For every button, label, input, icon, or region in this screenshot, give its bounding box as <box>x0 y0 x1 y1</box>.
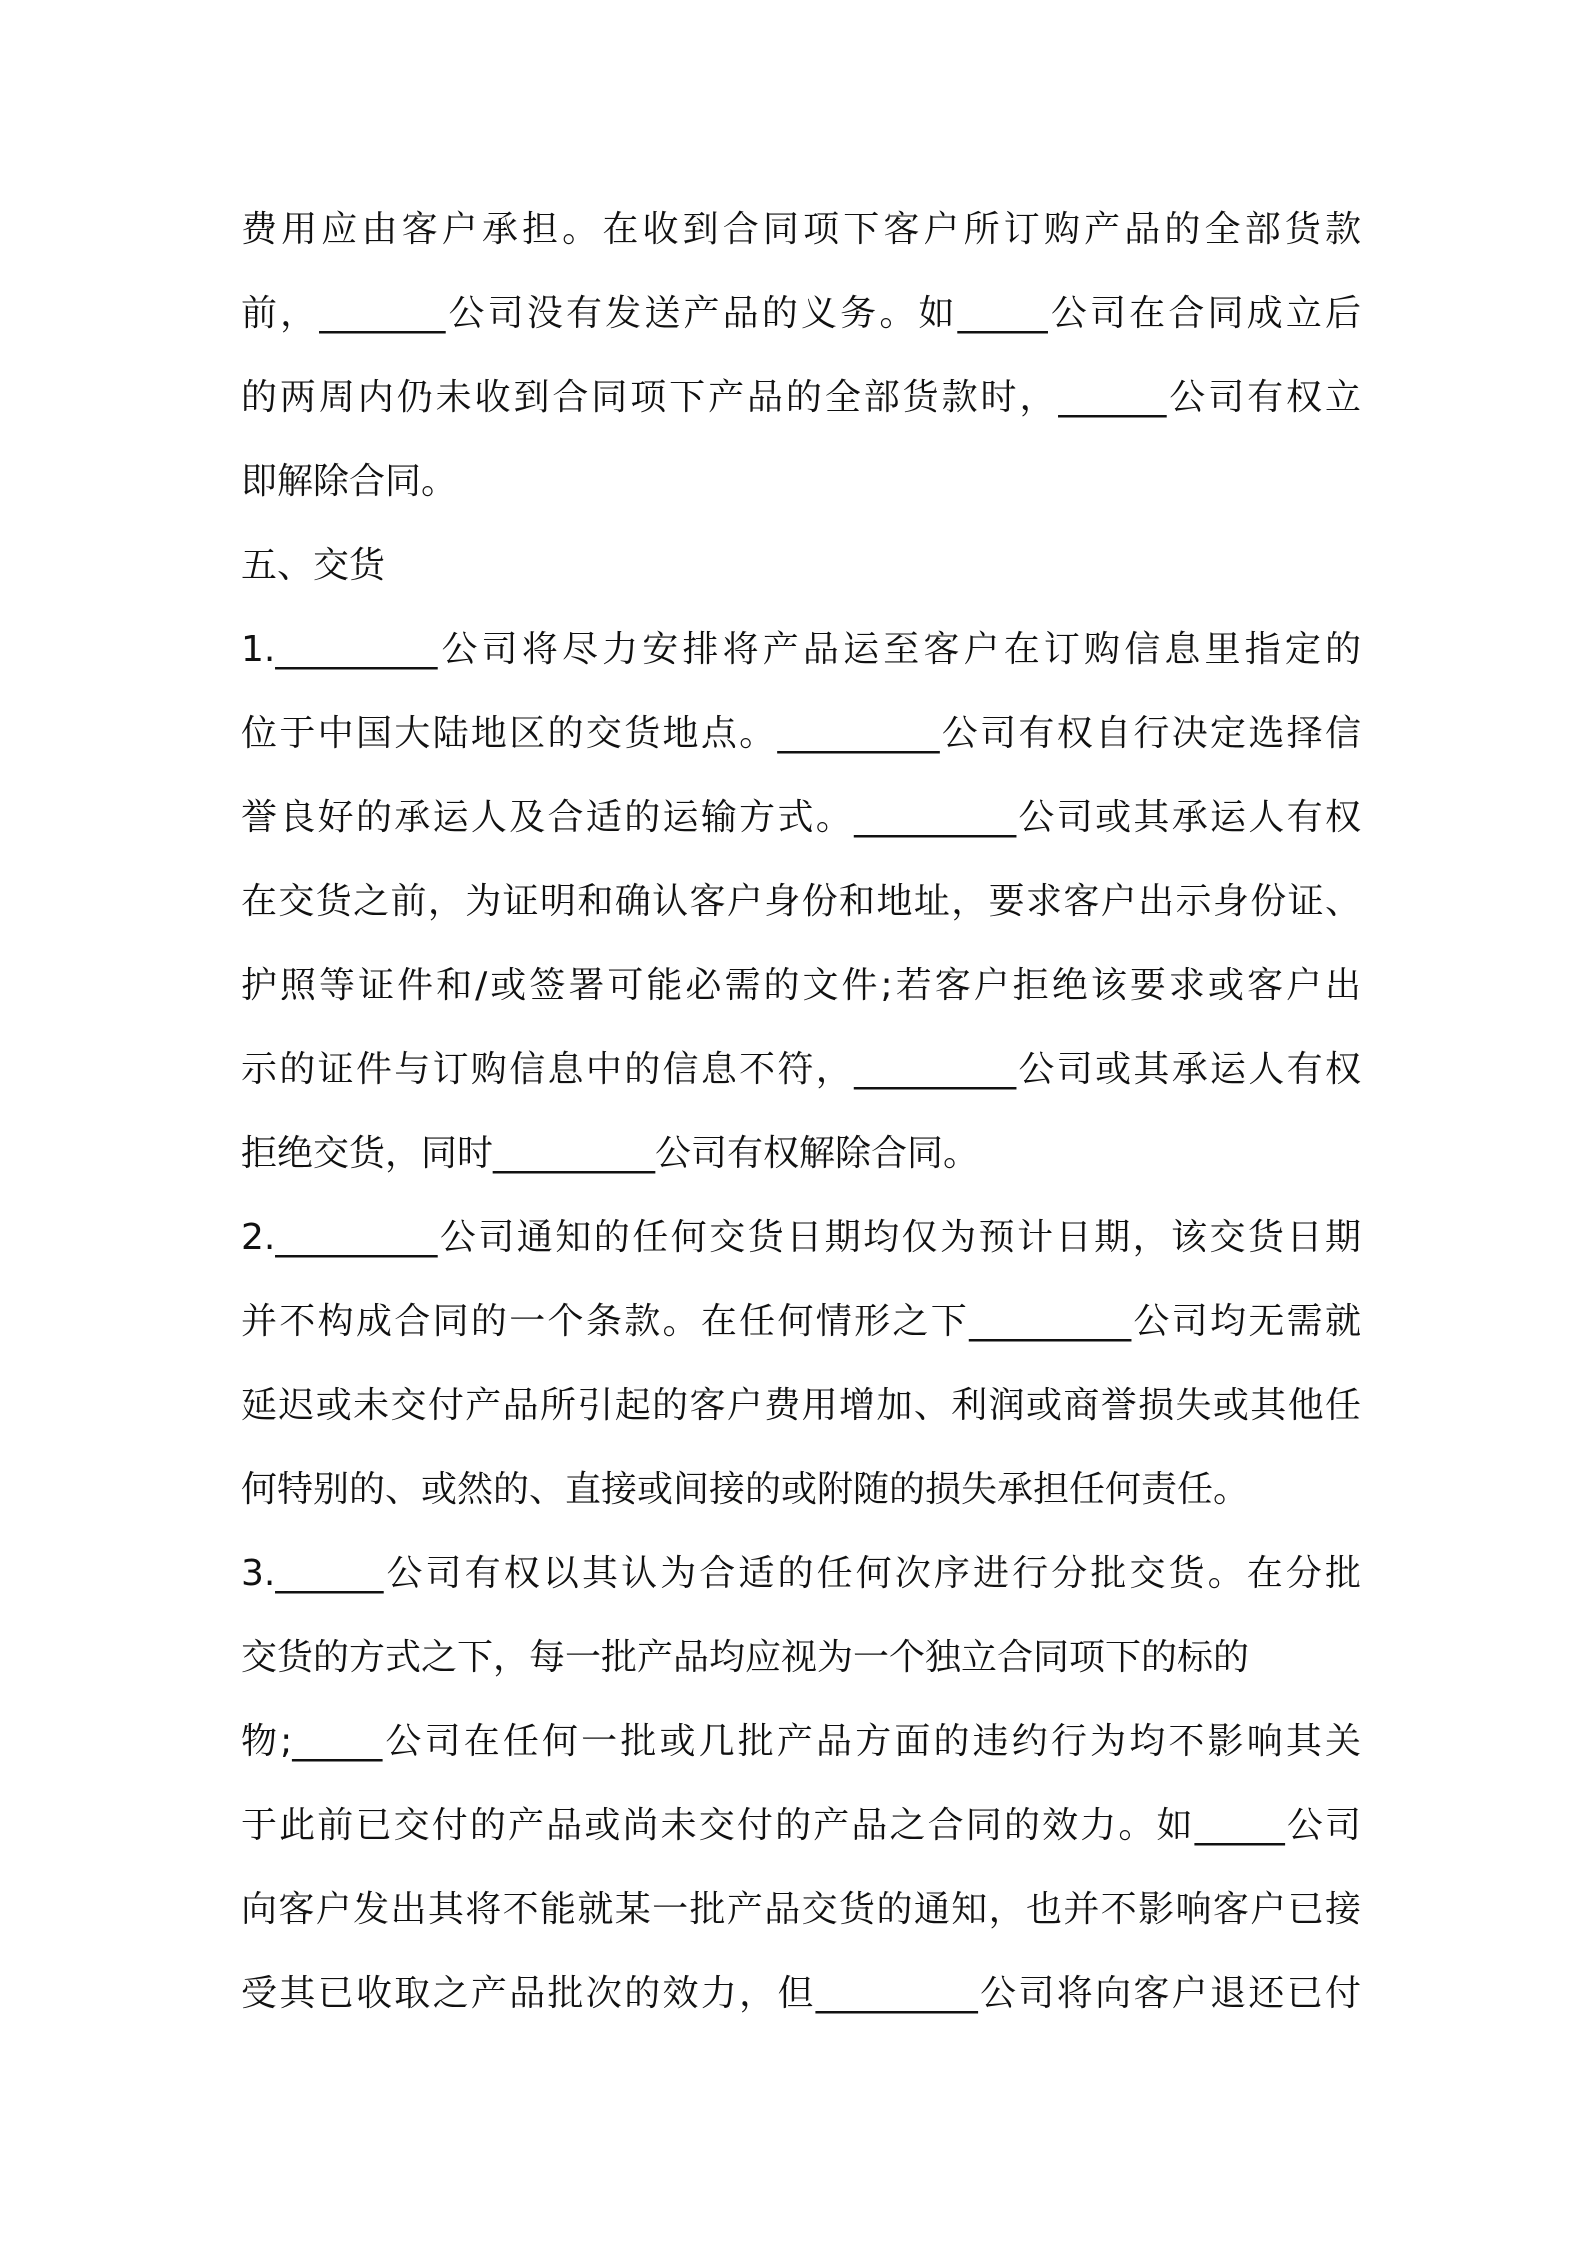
text-line: 何特别的、或然的、直接或间接的或附随的损失承担任何责任。 <box>241 1469 1250 1510</box>
text-line: 即解除合同。 <box>241 461 458 502</box>
text-line: 拒绝交货，同时_________公司有权解除合同。 <box>241 1133 980 1174</box>
text-line: 的两周内仍未收到合同项下产品的全部货款时，______公司有权立 <box>241 377 1361 418</box>
section-heading: 五、交货 <box>241 545 386 586</box>
text-line: 前，_______公司没有发送产品的义务。如_____公司在合同成立后 <box>241 293 1361 334</box>
text-line: 示的证件与订购信息中的信息不符，_________公司或其承运人有权 <box>241 1049 1361 1090</box>
text-line: 向客户发出其将不能就某一批产品交货的通知，也并不影响客户已接 <box>241 1889 1361 1930</box>
text-line: 物;_____公司在任何一批或几批产品方面的违约行为均不影响其关 <box>241 1721 1361 1762</box>
text-line: 1._________公司将尽力安排将产品运至客户在订购信息里指定的 <box>241 629 1361 670</box>
text-line: 誉良好的承运人及合适的运输方式。_________公司或其承运人有权 <box>241 797 1361 838</box>
text-line: 于此前已交付的产品或尚未交付的产品之合同的效力。如_____公司 <box>241 1805 1361 1846</box>
text-line: 交货的方式之下，每一批产品均应视为一个独立合同项下的标的 <box>241 1637 1250 1678</box>
text-line: 护照等证件和/或签署可能必需的文件;若客户拒绝该要求或客户出 <box>241 965 1361 1006</box>
text-line: 2._________公司通知的任何交货日期均仅为预计日期，该交货日期 <box>241 1217 1361 1258</box>
text-line: 受其已收取之产品批次的效力，但_________公司将向客户退还已付 <box>241 1973 1361 2014</box>
text-line: 位于中国大陆地区的交货地点。_________公司有权自行决定选择信 <box>241 713 1361 754</box>
text-line: 3.______公司有权以其认为合适的任何次序进行分批交货。在分批 <box>241 1553 1361 1594</box>
text-line: 在交货之前，为证明和确认客户身份和地址，要求客户出示身份证、 <box>241 881 1361 922</box>
text-line: 费用应由客户承担。在收到合同项下客户所订购产品的全部货款 <box>241 209 1361 250</box>
text-line: 并不构成合同的一个条款。在任何情形之下_________公司均无需就 <box>241 1301 1361 1342</box>
text-line: 延迟或未交付产品所引起的客户费用增加、利润或商誉损失或其他任 <box>241 1385 1361 1426</box>
